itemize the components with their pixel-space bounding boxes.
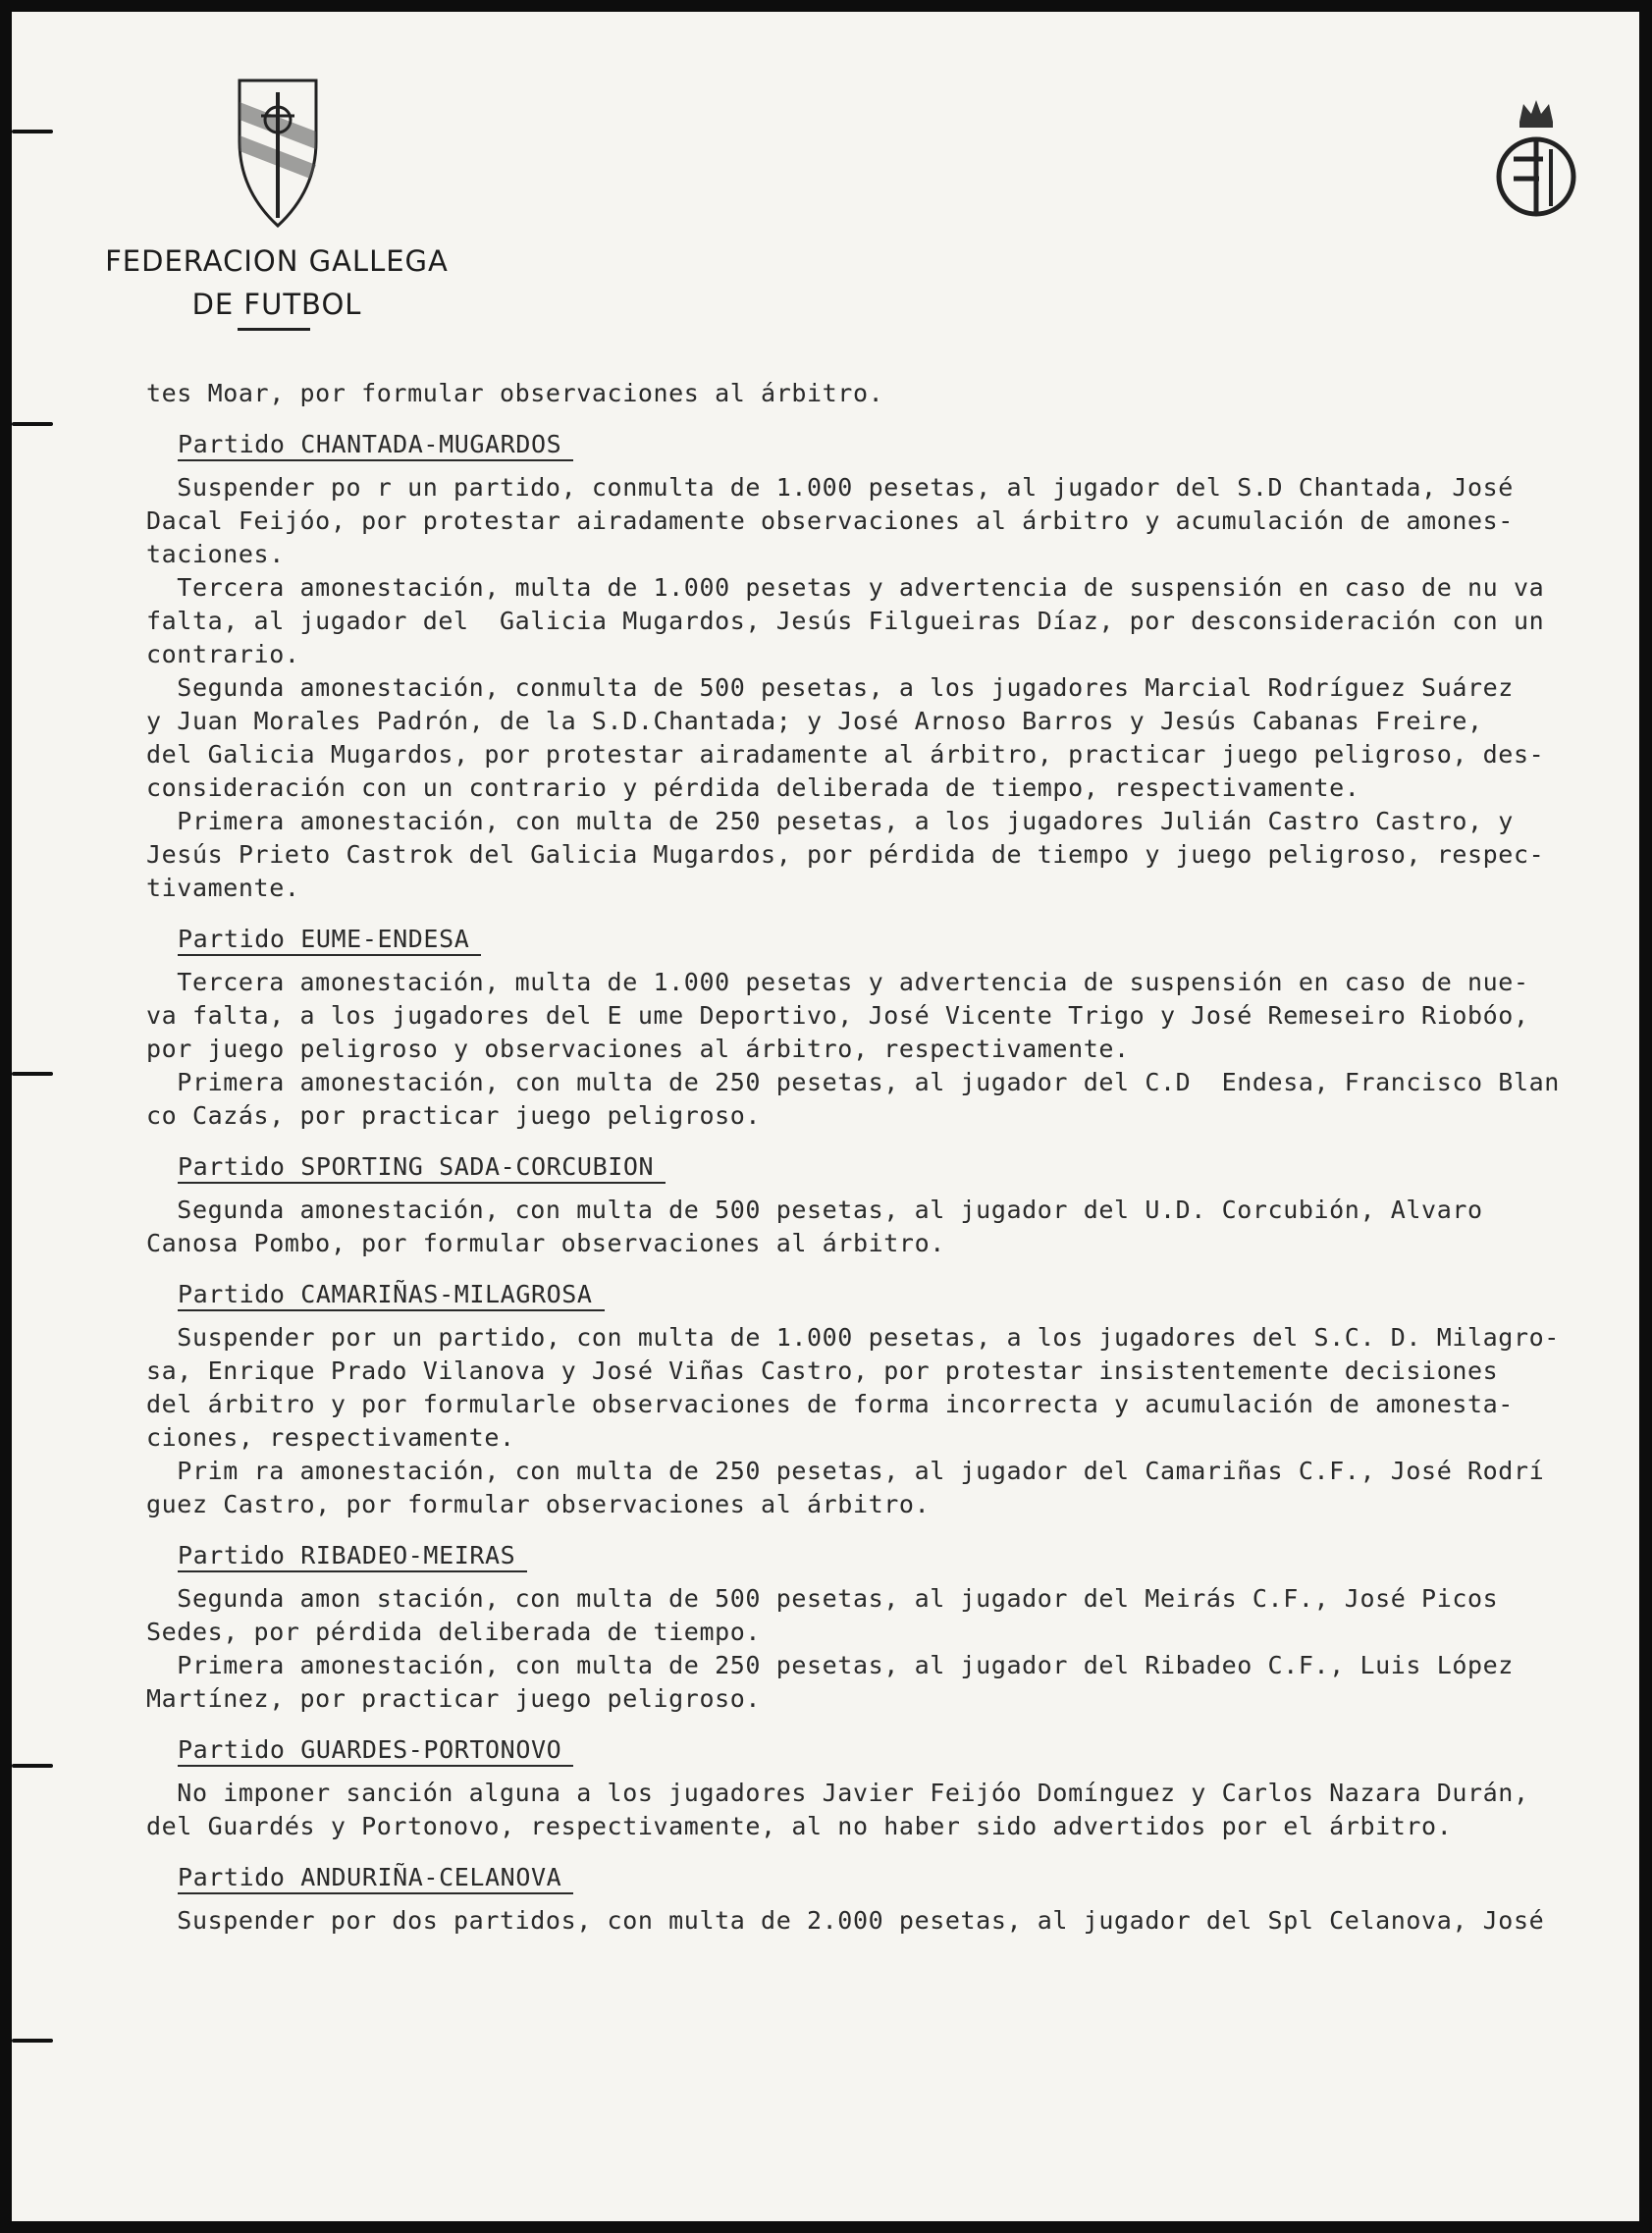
federation-line-2: DE FUTBOL [191,288,362,321]
text-line: falta, al jugador del Galicia Mugardos, Jesús Filgueiras Díaz, por desconsideración con un [146,607,1545,635]
binder-mark [12,422,53,426]
text-line: Tercera amonestación, multa de 1.000 pesetas y advertencia de suspensión en caso de nu va [146,573,1545,602]
text-line: por juego peligroso y observaciones al árbitro, respectivamente. [146,1035,1130,1063]
text-line: del Galicia Mugardos, por protestar airadamente al árbitro, practicar juego peligroso, des- [146,740,1545,769]
text-line: guez Castro, por formular observaciones al árbitro. [146,1490,931,1518]
text-line: del Guardés y Portonovo, respectivamente, al no haber sido advertidos por el árbitro. [146,1812,1453,1840]
text-line: Tercera amonestación, multa de 1.000 pesetas y advertencia de suspensión en caso de nue- [146,968,1529,996]
text-line: Primera amonestación, con multa de 250 pesetas, al jugador del Ribadeo C.F., Luis López [146,1651,1514,1679]
text-line: Martínez, por practicar juego peligroso. [146,1684,762,1713]
text-line: Segunda amonestación, con multa de 500 pesetas, al jugador del U.D. Corcubión, Alvaro [146,1196,1483,1224]
text-line: consideración con un contrario y pérdida deliberada de tiempo, respectivamente. [146,773,1360,802]
binder-mark [12,1764,53,1768]
text-line: taciones. [146,540,285,568]
text-line: sa, Enrique Prado Vilanova y José Viñas Castro, por protestar insistentemente decisiones [146,1356,1499,1385]
match-heading: Partido GUARDES-PORTONOVO [178,1735,573,1767]
text-line: ciones, respectivamente. [146,1423,515,1452]
text-line: contrario. [146,640,300,668]
text-line: No imponer sanción alguna a los jugadores Javier Feijóo Domínguez y Carlos Nazara Durán, [146,1779,1529,1807]
text-line: Segunda amon stación, con multa de 500 pesetas, al jugador del Meirás C.F., José Picos [146,1584,1499,1613]
text-line: Canosa Pombo, por formular observaciones al árbitro. [146,1229,945,1257]
document-body [146,377,1638,1938]
binder-mark [12,1072,53,1076]
text-line: Suspender po r un partido, conmulta de 1.000 pesetas, al jugador del S.D Chantada, José [146,473,1514,502]
binder-mark [12,130,53,133]
match-heading: Partido CAMARIÑAS-MILAGROSA [178,1280,605,1311]
header-rule [238,328,310,331]
text-line: Segunda amonestación, conmulta de 500 pesetas, a los jugadores Marcial Rodríguez Suárez [146,673,1514,702]
text-line: tivamente. [146,874,300,902]
federation-line-1: FEDERACION GALLEGA [105,244,449,278]
match-heading: Partido ANDURIÑA-CELANOVA [178,1863,573,1894]
text-line: Primera amonestación, con multa de 250 pesetas, a los jugadores Julián Castro Castro, y [146,807,1514,835]
text-line: Suspender por dos partidos, con multa de 2.000 pesetas, al jugador del Spl Celanova, José [146,1906,1545,1935]
text-line: Sedes, por pérdida deliberada de tiempo. [146,1618,762,1646]
text-line: Prim ra amonestación, con multa de 250 pesetas, al jugador del Camariñas C.F., José Rodrí [146,1457,1545,1485]
text-line: Suspender por un partido, con multa de 1.000 pesetas, a los jugadores del S.C. D. Milagro- [146,1323,1560,1352]
match-heading: Partido CHANTADA-MUGARDOS [178,430,573,461]
text-line: Primera amonestación, con multa de 250 pesetas, al jugador del C.D Endesa, Francisco Blan [146,1068,1560,1096]
text-line: va falta, a los jugadores del E ume Deportivo, José Vicente Trigo y José Remeseiro Riobóo, [146,1001,1529,1030]
text-line: y Juan Morales Padrón, de la S.D.Chantada; y José Arnoso Barros y Jesús Cabanas Freire, [146,707,1483,735]
text-line: co Cazás, por practicar juego peligroso. [146,1101,762,1130]
shield-crest-icon [234,73,322,230]
text-line: tes Moar, por formular observaciones al árbitro. [146,379,884,407]
match-heading: Partido RIBADEO-MEIRAS [178,1541,527,1572]
text-line: del árbitro y por formularle observaciones de forma incorrecta y acumulación de amonesta- [146,1390,1514,1418]
text-line: Dacal Feijóo, por protestar airadamente observaciones al árbitro y acumulación de amones- [146,506,1514,535]
crowned-rfef-emblem-icon [1492,92,1580,222]
federation-name [71,239,483,326]
match-heading: Partido EUME-ENDESA [178,925,481,956]
document-page [12,12,1639,2221]
text-line: Jesús Prieto Castrok del Galicia Mugardos, por pérdida de tiempo y juego peligroso, respec- [146,840,1545,869]
match-heading: Partido SPORTING SADA-CORCUBION [178,1152,666,1184]
binder-mark [12,2039,53,2043]
